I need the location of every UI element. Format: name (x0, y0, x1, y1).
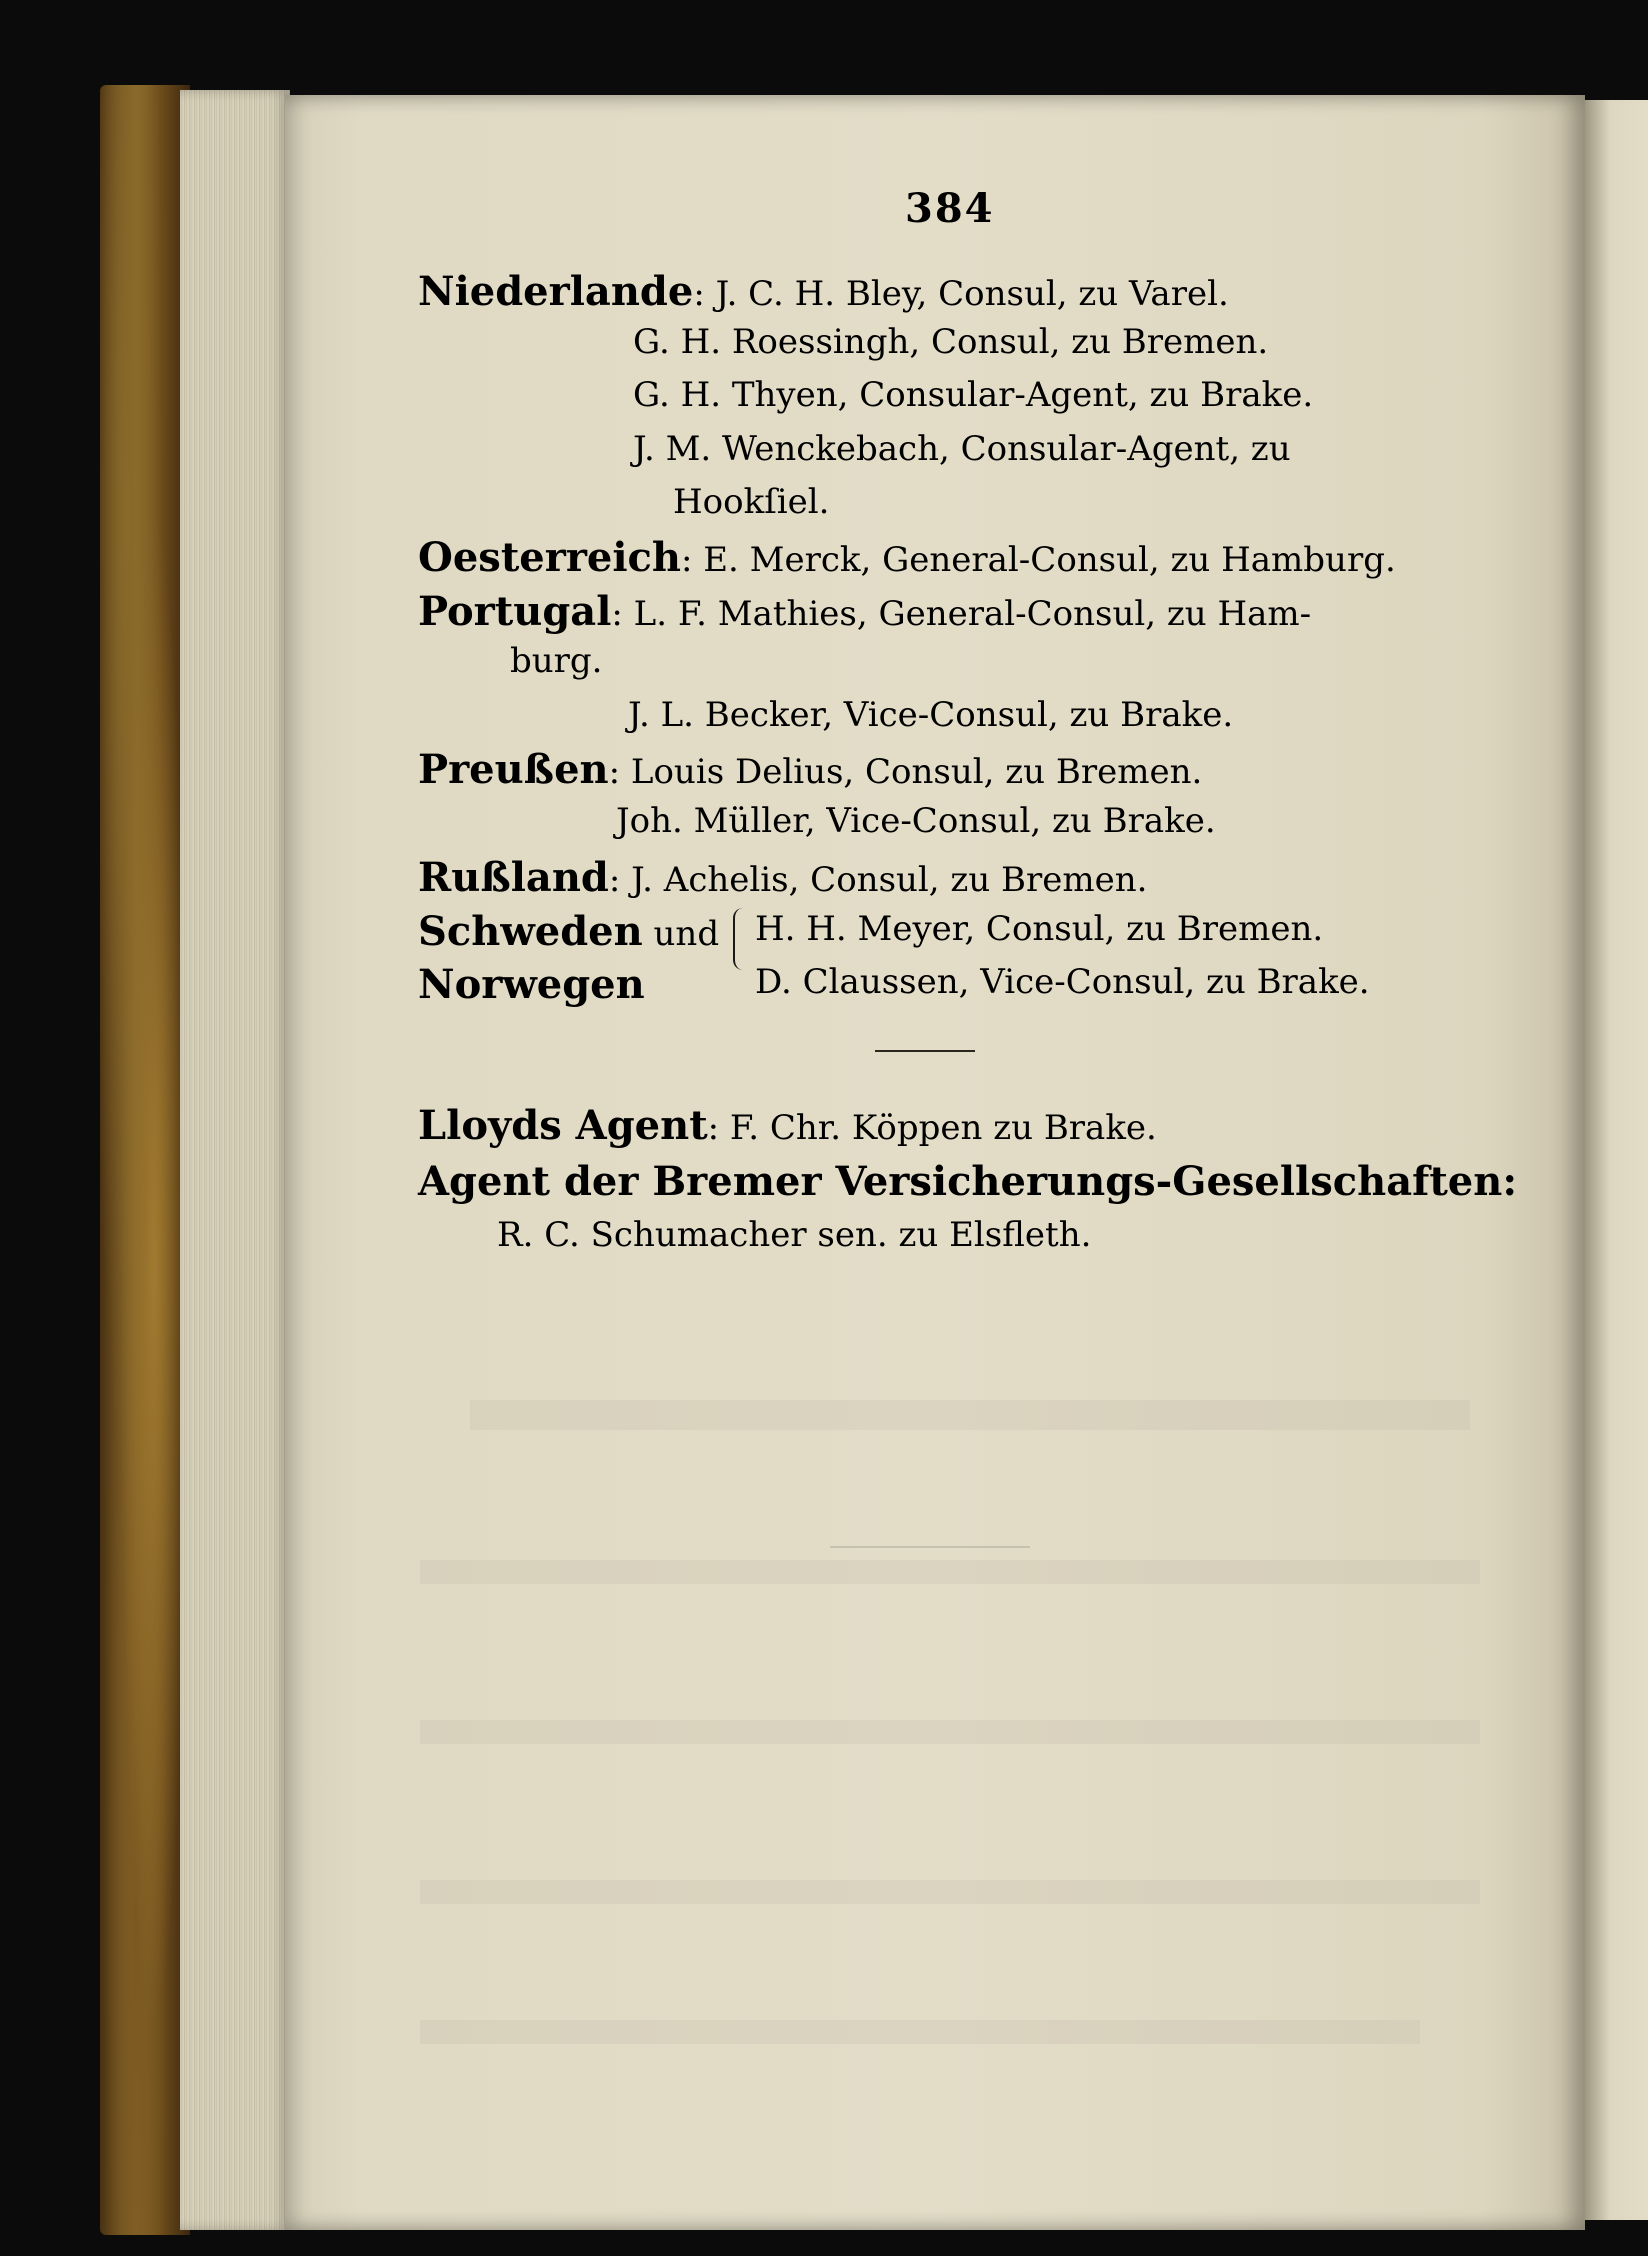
entry-line: J. L. Becker, Vice-Consul, zu Brake. (628, 695, 1234, 735)
country-heading: Schweden (418, 908, 643, 955)
entry-line (418, 961, 645, 1008)
entry-text: : L. F. Mathies, General-Consul, zu Ham- (611, 594, 1312, 634)
country-heading: Norwegen (418, 961, 645, 1008)
country-heading: Preußen (418, 746, 609, 793)
entry-line (418, 534, 1396, 581)
entry-line: R. C. Schumacher sen. zu Elsfleth. (497, 1215, 1092, 1255)
entry-text: : Louis Delius, Consul, zu Bremen. (608, 752, 1203, 792)
country-heading: Oesterreich (418, 534, 681, 581)
entry-line: J. M. Wenckebach, Consular-Agent, zu (633, 429, 1291, 469)
entry-line (418, 268, 1229, 315)
entry-text: : J. Achelis, Consul, zu Bremen. (608, 860, 1148, 900)
entry-line (418, 588, 1312, 635)
bleed-through (420, 1720, 1480, 1744)
entry-text: : E. Merck, General-Consul, zu Hamburg. (680, 540, 1396, 580)
agent-heading: Lloyds Agent (418, 1102, 708, 1149)
facing-page (1585, 100, 1648, 2220)
country-heading: Portugal (418, 588, 612, 635)
entry-text: und (642, 914, 720, 954)
bleed-through (420, 2020, 1420, 2044)
agent-heading: Agent der Bremer Versicherungs-Gesellschaften: (418, 1158, 1518, 1205)
entry-line (418, 1158, 1518, 1205)
page-edges (180, 90, 290, 2230)
marbled-cover (100, 85, 190, 2235)
country-heading: Rußland (418, 854, 609, 901)
entry-line: G. H. Thyen, Consular-Agent, zu Brake. (633, 375, 1314, 415)
entry-line (418, 908, 720, 955)
entry-line (418, 1102, 1157, 1149)
entry-line: burg. (510, 641, 603, 681)
entry-line: Hookſiel. (673, 482, 830, 522)
brace (733, 908, 747, 970)
entry-line (418, 746, 1203, 793)
bleed-rule (830, 1546, 1030, 1548)
entry-text: : F. Chr. Köppen zu Brake. (707, 1108, 1157, 1148)
entry-line: G. H. Roessingh, Consul, zu Bremen. (633, 322, 1269, 362)
bleed-through (420, 1880, 1480, 1904)
bleed-through (470, 1400, 1470, 1430)
section-rule (875, 1050, 975, 1052)
country-heading: Niederlande (418, 268, 694, 315)
entry-line: D. Claussen, Vice-Consul, zu Brake. (755, 962, 1370, 1002)
bleed-through (420, 1560, 1480, 1584)
entry-line (418, 854, 1148, 901)
entry-text: : J. C. H. Bley, Consul, zu Varel. (693, 274, 1229, 314)
entry-line: H. H. Meyer, Consul, zu Bremen. (755, 909, 1324, 949)
page-number: 384 (905, 185, 995, 232)
entry-line: Joh. Müller, Vice-Consul, zu Brake. (616, 801, 1216, 841)
